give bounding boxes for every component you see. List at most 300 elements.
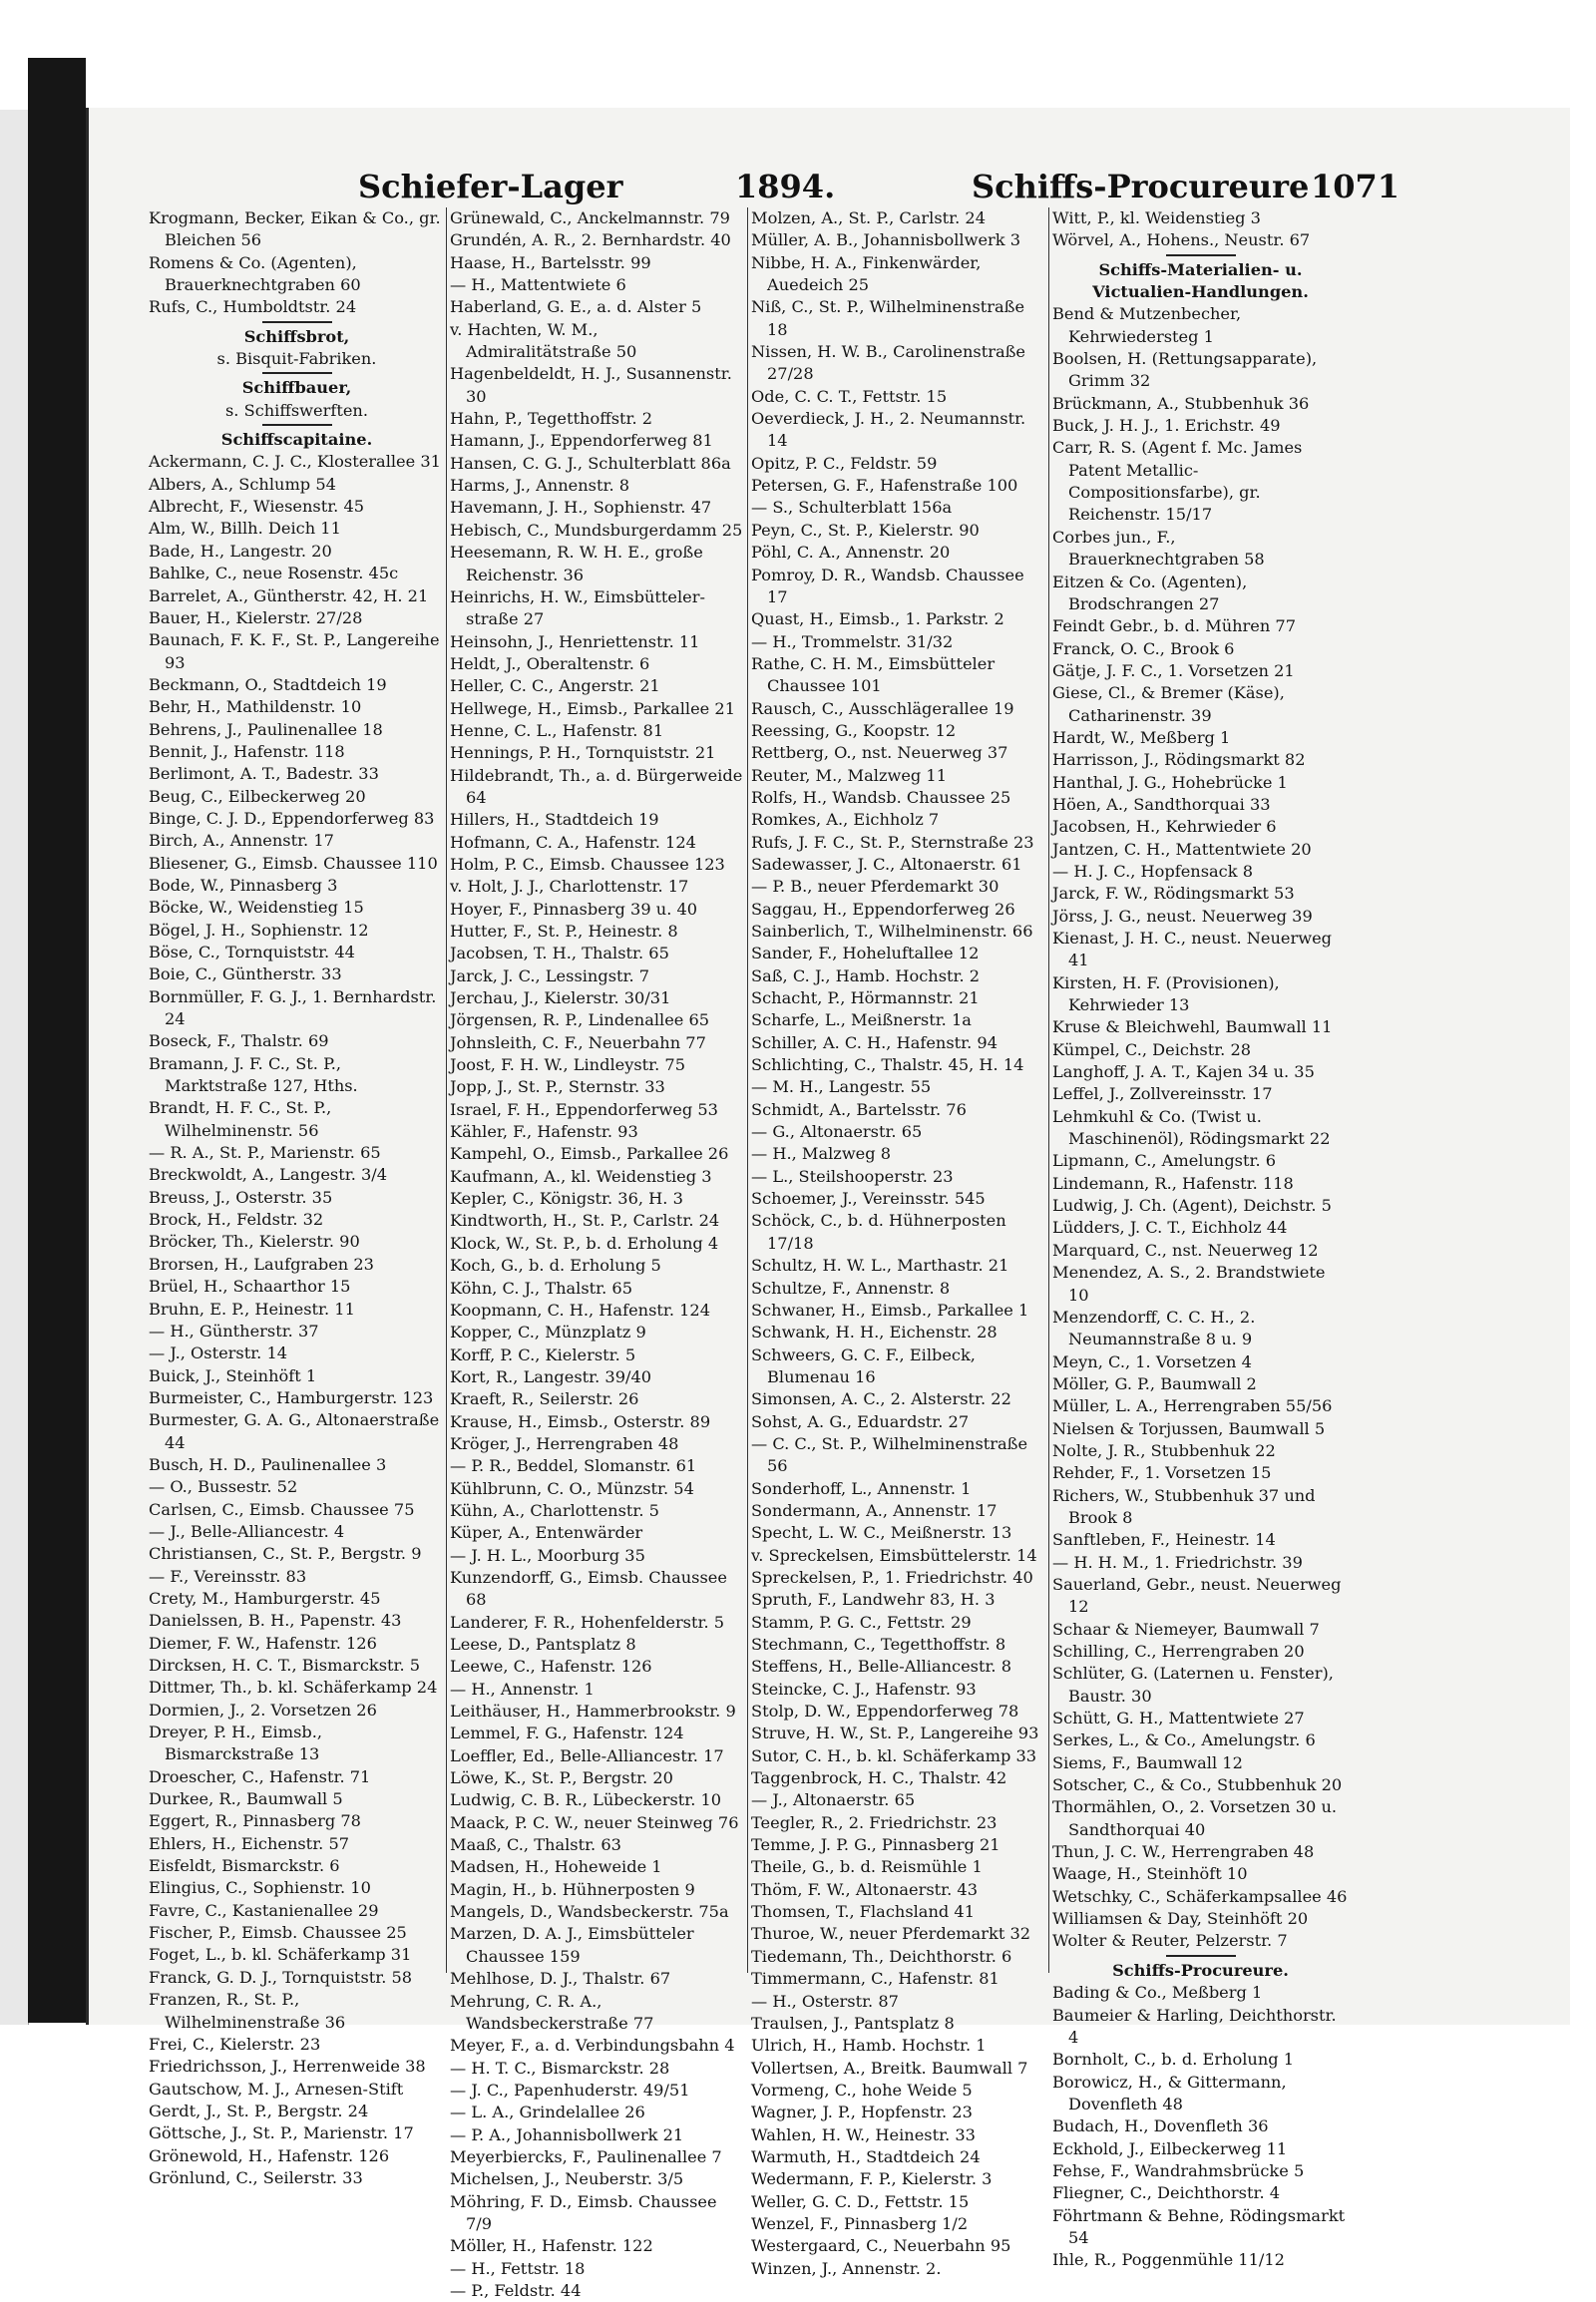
directory-entry: Hellwege, H., Eimsb., Parkallee 21 xyxy=(450,698,735,718)
directory-entry: Kühlbrunn, C. O., Münzstr. 54 xyxy=(450,1478,694,1498)
directory-entry: — J. C., Papenhuderstr. 49/51 xyxy=(450,2080,690,2100)
directory-entry: Hoyer, F., Pinnasberg 39 u. 40 xyxy=(450,899,698,919)
directory-entry: Hamann, J., Eppendorferweg 81 xyxy=(450,431,713,451)
directory-entry: Grünewald, C., Anckelmannstr. 79 xyxy=(450,208,730,227)
directory-entry: Hahn, P., Tegetthoffstr. 2 xyxy=(450,409,653,429)
directory-entry: Schoemer, J., Vereinsstr. 545 xyxy=(751,1189,986,1209)
directory-entry: Hanthal, J. G., Hohebrücke 1 xyxy=(1052,772,1288,792)
directory-entry: Brock, H., Feldstr. 32 xyxy=(149,1210,324,1230)
directory-entry: Sander, F., Hoheluftallee 12 xyxy=(751,944,980,963)
column-2 xyxy=(450,207,746,2302)
cross-reference: s. Schiffswerften. xyxy=(225,400,368,420)
directory-entry: Romkes, A., Eichholz 7 xyxy=(751,810,940,830)
directory-entry: Bruhn, E. P., Heinestr. 11 xyxy=(149,1299,355,1319)
directory-entry: Eggert, R., Pinnasberg 78 xyxy=(149,1811,361,1831)
directory-entry: Mehlhose, D. J., Thalstr. 67 xyxy=(450,1969,671,1989)
directory-entry: — P. B., neuer Pferdemarkt 30 xyxy=(751,877,999,897)
directory-entry: Corbes jun., F., Brauerknechtgraben 58 xyxy=(1052,527,1265,570)
directory-entry: Heinrichs, H. W., Eimsbütteler-straße 27 xyxy=(450,586,705,629)
directory-entry: Jantzen, C. H., Mattentwiete 20 xyxy=(1052,839,1312,859)
directory-entry: Möller, G. P., Baumwall 2 xyxy=(1052,1373,1257,1393)
section-heading: Schiffscapitaine. xyxy=(220,430,373,450)
directory-entry: Schacht, P., Hörmannstr. 21 xyxy=(751,988,980,1008)
directory-entry: — H., Güntherstr. 37 xyxy=(149,1321,319,1341)
directory-entry: Kruse & Bleichwehl, Baumwall 11 xyxy=(1052,1017,1333,1037)
directory-entry: Leewe, C., Hafenstr. 126 xyxy=(450,1657,652,1677)
directory-entry: Oeverdieck, J. H., 2. Neumannstr. 14 xyxy=(751,409,1026,451)
directory-entry: — H. H. M., 1. Friedrichstr. 39 xyxy=(1052,1552,1303,1572)
directory-entry: Kunzendorff, G., Eimsb. Chaussee 68 xyxy=(450,1567,727,1610)
directory-entry: Opitz, P. C., Feldstr. 59 xyxy=(751,453,938,473)
directory-entry: Maaß, C., Thalstr. 63 xyxy=(450,1835,621,1855)
directory-entry: Struve, H. W., St. P., Langereihe 93 xyxy=(751,1724,1039,1743)
directory-entry: — J., Altonaerstr. 65 xyxy=(751,1790,916,1810)
scan-border xyxy=(28,58,86,2023)
directory-entry: Droescher, C., Hafenstr. 71 xyxy=(149,1766,371,1786)
section-heading: Schiffs-Procureure. xyxy=(1112,1960,1289,1980)
directory-entry: Lüdders, J. C. T., Eichholz 44 xyxy=(1052,1218,1288,1238)
directory-entry: Bröcker, Th., Kielerstr. 90 xyxy=(149,1232,360,1252)
directory-entry: Joost, F. H. W., Lindleystr. 75 xyxy=(450,1055,686,1075)
directory-entry: Jarck, F. W., Rödingsmarkt 53 xyxy=(1052,884,1295,904)
directory-entry: Schwaner, H., Eimsb., Parkallee 1 xyxy=(751,1300,1029,1320)
directory-entry: Sadewasser, J. C., Altonaerstr. 61 xyxy=(751,854,1022,874)
directory-entry: Mangels, D., Wandsbeckerstr. 75a xyxy=(450,1902,729,1922)
directory-entry: Carr, R. S. (Agent f. Mc. James Patent Metallic-Compositionsfarbe), gr. Reichenstr. 15/17 xyxy=(1052,438,1303,525)
directory-entry: Henne, C. L., Hafenstr. 81 xyxy=(450,720,664,740)
directory-entry: Pöhl, C. A., Annenstr. 20 xyxy=(751,543,951,563)
directory-entry: Köhn, C. J., Thalstr. 65 xyxy=(450,1278,633,1298)
directory-entry: Kindtworth, H., St. P., Carlstr. 24 xyxy=(450,1211,720,1231)
directory-entry: Brückmann, A., Stubbenhuk 36 xyxy=(1052,393,1310,413)
directory-entry: Gerdt, J., St. P., Bergstr. 24 xyxy=(149,2101,369,2120)
directory-entry: Loeffler, Ed., Belle-Alliancestr. 17 xyxy=(450,1745,724,1765)
column-1 xyxy=(149,207,445,2189)
directory-entry: Hebisch, C., Mundsburgerdamm 25 xyxy=(450,520,743,540)
directory-entry: Birch, A., Annenstr. 17 xyxy=(149,831,334,851)
column-4 xyxy=(1052,207,1349,2272)
directory-entry: Bennit, J., Hafenstr. 118 xyxy=(149,741,345,761)
directory-entry: Reessing, G., Koopstr. 12 xyxy=(751,720,957,740)
directory-entry: Schultz, H. W. L., Marthastr. 21 xyxy=(751,1256,1009,1276)
directory-entry: Wahlen, H. W., Heinestr. 33 xyxy=(751,2124,976,2144)
directory-entry: Dittmer, Th., b. kl. Schäferkamp 24 xyxy=(149,1678,438,1698)
directory-entry: Westergaard, C., Neuerbahn 95 xyxy=(751,2236,1011,2256)
directory-entry: Foget, L., b. kl. Schäferkamp 31 xyxy=(149,1945,412,1965)
directory-entry: Koch, G., b. d. Erholung 5 xyxy=(450,1256,661,1276)
directory-entry: Grönewold, H., Hafenstr. 126 xyxy=(149,2145,390,2165)
directory-entry: Jopp, J., St. P., Sternstr. 33 xyxy=(450,1077,665,1097)
running-header-left: Schiefer-Lager xyxy=(358,168,623,205)
directory-entry: Rehder, F., 1. Vorsetzen 15 xyxy=(1052,1463,1272,1483)
directory-entry: Langhoff, J. A. T., Kajen 34 u. 35 xyxy=(1052,1062,1315,1082)
directory-entry: Fischer, P., Eimsb. Chaussee 25 xyxy=(149,1923,407,1943)
directory-entry: Rettberg, O., nst. Neuerweg 37 xyxy=(751,743,1008,763)
directory-entry: Teegler, R., 2. Friedrichstr. 23 xyxy=(751,1812,998,1832)
directory-entry: Bahlke, C., neue Rosenstr. 45c xyxy=(149,564,399,583)
directory-entry: Thuroe, W., neuer Pferdemarkt 32 xyxy=(751,1924,1031,1944)
directory-entry: Ackermann, C. J. C., Klosterallee 31 xyxy=(149,452,441,472)
directory-entry: Franck, G. D. J., Tornquiststr. 58 xyxy=(149,1967,413,1987)
directory-entry: Sohst, A. G., Eduardstr. 27 xyxy=(751,1411,970,1431)
directory-entry: Sutor, C. H., b. kl. Schäferkamp 33 xyxy=(751,1745,1037,1765)
directory-entry: Schweers, G. C. F., Eilbeck, Blumenau 16 xyxy=(751,1344,976,1386)
directory-entry: Böse, C., Tornquiststr. 44 xyxy=(149,943,355,961)
directory-entry: Schultze, F., Annenstr. 8 xyxy=(751,1278,951,1298)
directory-entry: Korff, P. C., Kielerstr. 5 xyxy=(450,1344,636,1364)
directory-entry: Busch, H. D., Paulinenallee 3 xyxy=(149,1454,387,1474)
directory-entry: — H., Fettstr. 18 xyxy=(450,2258,586,2278)
directory-entry: Albrecht, F., Wiesenstr. 45 xyxy=(149,497,365,517)
directory-entry: Timmermann, C., Hafenstr. 81 xyxy=(751,1969,999,1989)
directory-entry: Niß, C., St. P., Wilhelminenstraße 18 xyxy=(751,297,1025,339)
directory-entry: Breuss, J., Osterstr. 35 xyxy=(149,1187,333,1207)
directory-entry: Menendez, A. S., 2. Brandstwiete 10 xyxy=(1052,1263,1326,1305)
directory-entry: Quast, H., Eimsb., 1. Parkstr. 2 xyxy=(751,609,1004,629)
directory-entry: Hofmann, C. A., Hafenstr. 124 xyxy=(450,832,696,852)
directory-entry: Möller, H., Hafenstr. 122 xyxy=(450,2236,653,2256)
directory-entry: Peyn, C., St. P., Kielerstr. 90 xyxy=(751,520,980,540)
directory-entry: Kopper, C., Münzplatz 9 xyxy=(450,1323,646,1343)
directory-entry: Weller, G. C. D., Fettstr. 15 xyxy=(751,2191,970,2211)
directory-entry: Fliegner, C., Deichthorstr. 4 xyxy=(1052,2183,1281,2203)
directory-entry: Jacobsen, H., Kehrwieder 6 xyxy=(1052,817,1277,837)
directory-entry: Jerchau, J., Kielerstr. 30/31 xyxy=(450,988,671,1008)
directory-entry: Nissen, H. W. B., Carolinenstraße 27/28 xyxy=(751,342,1025,384)
directory-entry: Molzen, A., St. P., Carlstr. 24 xyxy=(751,208,986,227)
page-edge xyxy=(0,110,29,2025)
directory-entry: Williamsen & Day, Steinhöft 20 xyxy=(1052,1909,1309,1929)
directory-entry: Ludwig, C. B. R., Lübeckerstr. 10 xyxy=(450,1790,722,1810)
directory-entry: Jarck, J. C., Lessingstr. 7 xyxy=(450,965,650,985)
directory-entry: Sauerland, Gebr., neust. Neuerweg 12 xyxy=(1052,1574,1342,1617)
directory-entry: Buck, J. H. J., 1. Erichstr. 49 xyxy=(1052,416,1281,436)
directory-entry: Stechmann, C., Tegetthoffstr. 8 xyxy=(751,1635,1006,1654)
directory-entry: Rufs, C., Humboldtstr. 24 xyxy=(149,297,357,317)
directory-entry: Marquard, C., nst. Neuerweg 12 xyxy=(1052,1240,1319,1260)
directory-entry: Tiedemann, Th., Deichthorstr. 6 xyxy=(751,1946,1012,1966)
directory-entry: Krause, H., Eimsb., Osterstr. 89 xyxy=(450,1411,711,1431)
directory-entry: Rufs, J. F. C., St. P., Sternstraße 23 xyxy=(751,832,1034,852)
directory-entry: Elingius, C., Sophienstr. 10 xyxy=(149,1878,371,1898)
directory-entry: Behrens, J., Paulinenallee 18 xyxy=(149,719,383,739)
directory-entry: Taggenbrock, H. C., Thalstr. 42 xyxy=(751,1768,1007,1788)
directory-entry: — P., Feldstr. 44 xyxy=(450,2280,582,2300)
directory-entry: Hennings, P. H., Tornquiststr. 21 xyxy=(450,743,716,763)
directory-entry: Carlsen, C., Eimsb. Chaussee 75 xyxy=(149,1499,415,1519)
directory-entry: Kienast, J. H. C., neust. Neuerweg 41 xyxy=(1052,929,1333,970)
directory-entry: Möhring, F. D., Eimsb. Chaussee 7/9 xyxy=(450,2191,717,2233)
directory-entry: Hardt, W., Meßberg 1 xyxy=(1052,727,1231,747)
directory-entry: Thormählen, O., 2. Vorsetzen 30 u. Sandthorquai 40 xyxy=(1052,1797,1338,1839)
directory-entry: Giese, Cl., & Bremer (Käse), Catharinenstr. 39 xyxy=(1052,683,1285,725)
directory-entry: Heldt, J., Oberaltenstr. 6 xyxy=(450,653,650,673)
directory-entry: Magin, H., b. Hühnerposten 9 xyxy=(450,1879,695,1899)
directory-entry: Hutter, F., St. P., Heinestr. 8 xyxy=(450,922,678,941)
directory-entry: v. Hachten, W. M., Admiralitätstraße 50 xyxy=(450,319,637,362)
directory-entry: Boolsen, H. (Rettungsapparate), Grimm 32 xyxy=(1052,349,1318,391)
column-rule xyxy=(747,207,748,1973)
directory-entry: Franck, O. C., Brook 6 xyxy=(1052,638,1235,658)
directory-entry: Kepler, C., Königstr. 36, H. 3 xyxy=(450,1189,683,1209)
directory-entry: Klock, W., St. P., b. d. Erholung 4 xyxy=(450,1233,719,1253)
directory-entry: Bögel, J. H., Sophienstr. 12 xyxy=(149,920,369,940)
directory-entry: Siems, F., Baumwall 12 xyxy=(1052,1752,1243,1772)
directory-entry: Jörgensen, R. P., Lindenallee 65 xyxy=(450,1010,710,1030)
directory-entry: Jacobsen, T. H., Thalstr. 65 xyxy=(450,944,669,963)
directory-entry: Lipmann, C., Amelungstr. 6 xyxy=(1052,1151,1277,1171)
directory-entry: Wedermann, F. P., Kielerstr. 3 xyxy=(751,2169,993,2189)
directory-entry: Dormien, J., 2. Vorsetzen 26 xyxy=(149,1700,377,1720)
directory-entry: Ludwig, J. Ch. (Agent), Deichstr. 5 xyxy=(1052,1196,1332,1216)
directory-entry: Maack, P. C. W., neuer Steinweg 76 xyxy=(450,1812,739,1832)
directory-entry: Baumeier & Harling, Deichthorstr. 4 xyxy=(1052,2005,1337,2047)
directory-entry: Franzen, R., St. P., Wilhelminenstraße 36 xyxy=(149,1990,346,2032)
directory-entry: Traulsen, J., Pantsplatz 8 xyxy=(751,2013,955,2033)
directory-entry: Harrisson, J., Rödingsmarkt 82 xyxy=(1052,750,1306,770)
directory-entry: Ulrich, H., Hamb. Hochstr. 1 xyxy=(751,2036,987,2056)
directory-entry: Wagner, J. P., Hopfenstr. 23 xyxy=(751,2103,973,2122)
directory-entry: Müller, L. A., Herrengraben 55/56 xyxy=(1052,1396,1333,1416)
directory-entry: Krogmann, Becker, Eikan & Co., gr. Bleichen 56 xyxy=(149,208,441,250)
directory-entry: Schwank, H. H., Eichenstr. 28 xyxy=(751,1323,998,1343)
section-heading: Schiffbauer, xyxy=(241,378,352,398)
directory-entry: Ehlers, H., Eichenstr. 57 xyxy=(149,1833,350,1853)
directory-entry: Scharfe, L., Meißnerstr. 1a xyxy=(751,1010,972,1030)
directory-entry: — H., Trommelstr. 31/32 xyxy=(751,631,954,651)
directory-entry: Boseck, F., Thalstr. 69 xyxy=(149,1031,329,1051)
directory-entry: Rolfs, H., Wandsb. Chaussee 25 xyxy=(751,787,1011,807)
directory-entry: Hansen, C. G. J., Schulterblatt 86a xyxy=(450,453,731,473)
directory-entry: Saß, C. J., Hamb. Hochstr. 2 xyxy=(751,965,981,985)
directory-entry: Eckhold, J., Eilbeckerweg 11 xyxy=(1052,2138,1288,2158)
directory-entry: Ode, C. C. T., Fettstr. 15 xyxy=(751,386,948,406)
directory-entry: Beckmann, O., Stadtdeich 19 xyxy=(149,674,387,694)
directory-entry: Kirsten, H. F. (Provisionen), Kehrwieder 13 xyxy=(1052,972,1280,1015)
directory-entry: Simonsen, A. C., 2. Alsterstr. 22 xyxy=(751,1389,1011,1409)
directory-entry: Bode, W., Pinnasberg 3 xyxy=(149,875,338,895)
directory-entry: Kümpel, C., Deichstr. 28 xyxy=(1052,1039,1252,1059)
directory-entry: Borowicz, H., & Gittermann, Dovenfleth 48 xyxy=(1052,2072,1287,2113)
directory-entry: Diemer, F. W., Hafenstr. 126 xyxy=(149,1633,377,1653)
directory-entry: Wörvel, A., Hohens., Neustr. 67 xyxy=(1052,230,1311,250)
directory-entry: Eitzen & Co. (Agenten), Brodschrangen 27 xyxy=(1052,572,1248,613)
directory-entry: — M. H., Langestr. 55 xyxy=(751,1077,932,1097)
directory-entry: Meyer, F., a. d. Verbindungsbahn 4 xyxy=(450,2036,735,2056)
directory-entry: — H., Annenstr. 1 xyxy=(450,1679,595,1699)
directory-entry: Christiansen, C., St. P., Bergstr. 9 xyxy=(149,1544,422,1564)
directory-entry: Burmester, G. A. G., Altonaerstraße 44 xyxy=(149,1410,440,1452)
directory-entry: Beug, C., Eilbeckerweg 20 xyxy=(149,786,366,806)
directory-entry: — H., Malzweg 8 xyxy=(751,1144,892,1164)
directory-entry: Crety, M., Hamburgerstr. 45 xyxy=(149,1588,381,1608)
directory-entry: Rathe, C. H. M., Eimsbütteler Chaussee 101 xyxy=(751,653,996,696)
directory-entry: Madsen, H., Hoheweide 1 xyxy=(450,1857,662,1877)
directory-entry: Nibbe, H. A., Finkenwärder, Auedeich 25 xyxy=(751,252,982,295)
directory-entry: — P. A., Johannisbollwerk 21 xyxy=(450,2124,684,2144)
directory-entry: Leese, D., Pantsplatz 8 xyxy=(450,1635,636,1654)
directory-entry: Schlüter, G. (Laternen u. Fenster), Baustr. 30 xyxy=(1052,1664,1334,1706)
directory-entry: Haberland, G. E., a. d. Alster 5 xyxy=(450,297,702,317)
directory-entry: Grönlund, C., Seilerstr. 33 xyxy=(149,2167,363,2187)
directory-entry: Bliesener, G., Eimsb. Chaussee 110 xyxy=(149,853,438,873)
directory-entry: — H. T. C., Bismarckstr. 28 xyxy=(450,2058,670,2078)
directory-entry: Temme, J. P. G., Pinnasberg 21 xyxy=(751,1835,1000,1855)
directory-entry: Thomsen, T., Flachsland 41 xyxy=(751,1902,975,1922)
directory-entry: Alm, W., Billh. Deich 11 xyxy=(149,519,341,539)
directory-entry: Friedrichsson, J., Herrenweide 38 xyxy=(149,2057,426,2077)
directory-entry: — J., Osterstr. 14 xyxy=(149,1343,288,1363)
directory-entry: Eisfeldt, Bismarckstr. 6 xyxy=(149,1856,340,1876)
directory-entry: Hagenbeldeldt, H. J., Susannenstr. 30 xyxy=(450,364,732,406)
column-rule xyxy=(1048,207,1049,1973)
directory-entry: Danielssen, B. H., Papenstr. 43 xyxy=(149,1611,402,1631)
directory-entry: Kaufmann, A., kl. Weidenstieg 3 xyxy=(450,1166,712,1186)
directory-entry: — F., Vereinsstr. 83 xyxy=(149,1566,307,1586)
directory-entry: Kähler, F., Hafenstr. 93 xyxy=(450,1122,638,1142)
directory-entry: — G., Altonaerstr. 65 xyxy=(751,1122,923,1142)
section-divider xyxy=(1166,1955,1236,1957)
directory-entry: Breckwoldt, A., Langestr. 3/4 xyxy=(149,1165,388,1185)
directory-entry: Johnsleith, C. F., Neuerbahn 77 xyxy=(450,1032,706,1052)
directory-entry: Leffel, J., Zollvereinsstr. 17 xyxy=(1052,1084,1273,1104)
directory-entry: Kraeft, R., Seilerstr. 26 xyxy=(450,1389,639,1409)
directory-entry: Brüel, H., Schaarthor 15 xyxy=(149,1277,351,1297)
directory-entry: Lehmkuhl & Co. (Twist u. Maschinenöl), Rödingsmarkt 22 xyxy=(1052,1106,1331,1149)
directory-entry: Albers, A., Schlump 54 xyxy=(149,474,336,494)
directory-entry: Binge, C. J. D., Eppendorferweg 83 xyxy=(149,808,435,828)
directory-entry: Bramann, J. F. C., St. P., Marktstraße 127, Hths. xyxy=(149,1053,358,1096)
directory-entry: Baunach, F. K. F., St. P., Langereihe 93 xyxy=(149,630,440,672)
directory-entry: Israel, F. H., Eppendorferweg 53 xyxy=(450,1099,718,1119)
directory-entry: Grundén, A. R., 2. Bernhardstr. 40 xyxy=(450,230,731,250)
directory-entry: Landerer, F. R., Hohenfelderstr. 5 xyxy=(450,1612,725,1632)
directory-entry: Stamm, P. G. C., Fettstr. 29 xyxy=(751,1612,972,1632)
page-number: 1071 xyxy=(1311,168,1400,205)
directory-entry: Fehse, F., Wandrahmsbrücke 5 xyxy=(1052,2160,1305,2180)
directory-entry: Frei, C., Kielerstr. 23 xyxy=(149,2034,321,2054)
directory-entry: — H. J. C., Hopfensack 8 xyxy=(1052,861,1254,881)
directory-entry: Nielsen & Torjussen, Baumwall 5 xyxy=(1052,1418,1326,1438)
directory-entry: Havemann, J. H., Sophienstr. 47 xyxy=(450,498,712,518)
directory-entry: Brorsen, H., Laufgraben 23 xyxy=(149,1254,374,1274)
directory-entry: Ihle, R., Poggenmühle 11/12 xyxy=(1052,2250,1285,2270)
directory-entry: — P. R., Beddel, Slomanstr. 61 xyxy=(450,1456,697,1476)
directory-entry: Barrelet, A., Güntherstr. 42, H. 21 xyxy=(149,585,429,605)
directory-entry: Heesemann, R. W. H. E., große Reichenstr. 36 xyxy=(450,543,703,584)
directory-entry: — S., Schulterblatt 156a xyxy=(751,498,953,518)
directory-entry: Berlimont, A. T., Badestr. 33 xyxy=(149,764,379,784)
directory-entry: Sonderhoff, L., Annenstr. 1 xyxy=(751,1478,972,1498)
directory-entry: Nolte, J. R., Stubbenhuk 22 xyxy=(1052,1440,1276,1460)
cross-reference: s. Bisquit-Fabriken. xyxy=(216,349,377,369)
directory-entry: Schütt, G. H., Mattentwiete 27 xyxy=(1052,1709,1305,1728)
directory-entry: Romens & Co. (Agenten), Brauerknechtgraben 60 xyxy=(149,252,361,295)
directory-entry: Favre, C., Kastanienallee 29 xyxy=(149,1900,379,1920)
directory-entry: Boie, C., Güntherstr. 33 xyxy=(149,964,342,984)
directory-entry: Steincke, C. J., Hafenstr. 93 xyxy=(751,1679,977,1699)
directory-entry: Heinsohn, J., Henriettenstr. 11 xyxy=(450,631,700,651)
directory-entry: — O., Bussestr. 52 xyxy=(149,1477,298,1497)
directory-entry: Schaar & Niemeyer, Baumwall 7 xyxy=(1052,1619,1320,1639)
directory-entry: Föhrtmann & Behne, Rödingsmarkt 54 xyxy=(1052,2205,1346,2247)
section-heading: Schiffs-Materialien- u. Victualien-Handlungen. xyxy=(1092,259,1309,302)
directory-entry: Löwe, K., St. P., Bergstr. 20 xyxy=(450,1768,673,1788)
directory-entry: Serkes, L., & Co., Amelungstr. 6 xyxy=(1052,1730,1316,1750)
directory-entry: Schmidt, A., Bartelsstr. 76 xyxy=(751,1099,967,1119)
directory-entry: Spreckelsen, P., 1. Friedrichstr. 40 xyxy=(751,1567,1033,1587)
directory-entry: Behr, H., Mathildenstr. 10 xyxy=(149,697,362,717)
directory-entry: Vollertsen, A., Breitk. Baumwall 7 xyxy=(751,2058,1028,2078)
directory-entry: Wolter & Reuter, Pelzerstr. 7 xyxy=(1052,1931,1288,1951)
directory-entry: Marzen, D. A. J., Eimsbütteler Chaussee 159 xyxy=(450,1924,694,1966)
directory-entry: Menzendorff, C. C. H., 2. Neumannstraße 8 u. 9 xyxy=(1052,1307,1256,1349)
directory-entry: Steffens, H., Belle-Alliancestr. 8 xyxy=(751,1657,1012,1677)
section-divider xyxy=(262,372,332,374)
directory-entry: Sainberlich, T., Wilhelminenstr. 66 xyxy=(751,922,1033,941)
directory-entry: Bornmüller, F. G. J., 1. Bernhardstr. 24 xyxy=(149,986,437,1029)
directory-entry: Saggau, H., Eppendorferweg 26 xyxy=(751,899,1015,919)
directory-entry: — H., Mattentwiete 6 xyxy=(450,275,626,295)
directory-entry: Sotscher, C., & Co., Stubbenhuk 20 xyxy=(1052,1775,1343,1795)
directory-entry: Bornholt, C., b. d. Erholung 1 xyxy=(1052,2050,1295,2070)
directory-entry: v. Holt, J. J., Charlottenstr. 17 xyxy=(450,877,689,897)
directory-entry: Dircksen, H. C. T., Bismarckstr. 5 xyxy=(149,1656,421,1675)
directory-entry: Richers, W., Stubbenhuk 37 und Brook 8 xyxy=(1052,1485,1316,1527)
directory-entry: Stolp, D. W., Eppendorferweg 78 xyxy=(751,1702,1019,1722)
directory-entry: Schiller, A. C. H., Hafenstr. 94 xyxy=(751,1032,998,1052)
directory-entry: — C. C., St. P., Wilhelminenstraße 56 xyxy=(751,1433,1028,1476)
directory-entry: Brandt, H. F. C., St. P., Wilhelminenstr. 56 xyxy=(149,1098,332,1140)
directory-entry: Waage, H., Steinhöft 10 xyxy=(1052,1864,1248,1884)
directory-entry: Harms, J., Annenstr. 8 xyxy=(450,476,630,496)
directory-page xyxy=(86,108,1570,2300)
directory-entry: Schöck, C., b. d. Hühnerposten 17/18 xyxy=(751,1211,1006,1253)
directory-entry: Thöm, F. W., Altonaerstr. 43 xyxy=(751,1879,979,1899)
directory-entry: Hillers, H., Stadtdeich 19 xyxy=(450,810,659,830)
directory-entry: v. Spreckelsen, Eimsbüttelerstr. 14 xyxy=(751,1545,1037,1565)
directory-entry: Spruth, F., Landwehr 83, H. 3 xyxy=(751,1590,996,1610)
directory-entry: Bauer, H., Kielerstr. 27/28 xyxy=(149,607,363,627)
directory-entry: Witt, P., kl. Weidenstieg 3 xyxy=(1052,208,1261,227)
directory-entry: Pomroy, D. R., Wandsb. Chaussee 17 xyxy=(751,565,1024,606)
section-divider xyxy=(1166,254,1236,256)
directory-entry: Sondermann, A., Annenstr. 17 xyxy=(751,1500,998,1520)
running-header-right: Schiffs-Procureure xyxy=(972,168,1310,205)
column-rule xyxy=(446,207,447,1973)
directory-entry: Winzen, J., Annenstr. 2. xyxy=(751,2258,942,2278)
directory-entry: Böcke, W., Weidenstieg 15 xyxy=(149,898,364,918)
directory-entry: Feindt Gebr., b. d. Mühren 77 xyxy=(1052,616,1297,636)
section-heading: Schiffsbrot, xyxy=(243,326,350,346)
directory-entry: Sanftleben, F., Heinestr. 14 xyxy=(1052,1530,1276,1550)
directory-entry: Höen, A., Sandthorquai 33 xyxy=(1052,794,1271,814)
directory-entry: Bend & Mutzenbecher, Kehrwiedersteg 1 xyxy=(1052,304,1242,346)
directory-entry: Küper, A., Entenwärder xyxy=(450,1523,643,1543)
directory-entry: Gautschow, M. J., Arnesen-Stift xyxy=(149,2079,404,2099)
directory-entry: Müller, A. B., Johannisbollwerk 3 xyxy=(751,230,1021,250)
directory-entry: Specht, L. W. C., Meißnerstr. 13 xyxy=(751,1523,1012,1543)
directory-entry: Thun, J. C. W., Herrengraben 48 xyxy=(1052,1842,1315,1862)
directory-entry: Bade, H., Langestr. 20 xyxy=(149,541,332,561)
directory-entry: — J., Belle-Alliancestr. 4 xyxy=(149,1521,345,1541)
directory-entry: Gätje, J. F. C., 1. Vorsetzen 21 xyxy=(1052,660,1295,680)
directory-entry: Warmuth, H., Stadtdeich 24 xyxy=(751,2146,981,2166)
directory-entry: Holm, P. C., Eimsb. Chaussee 123 xyxy=(450,854,725,874)
section-divider xyxy=(262,424,332,426)
running-header-year: 1894. xyxy=(735,168,836,205)
column-3 xyxy=(751,207,1047,2280)
